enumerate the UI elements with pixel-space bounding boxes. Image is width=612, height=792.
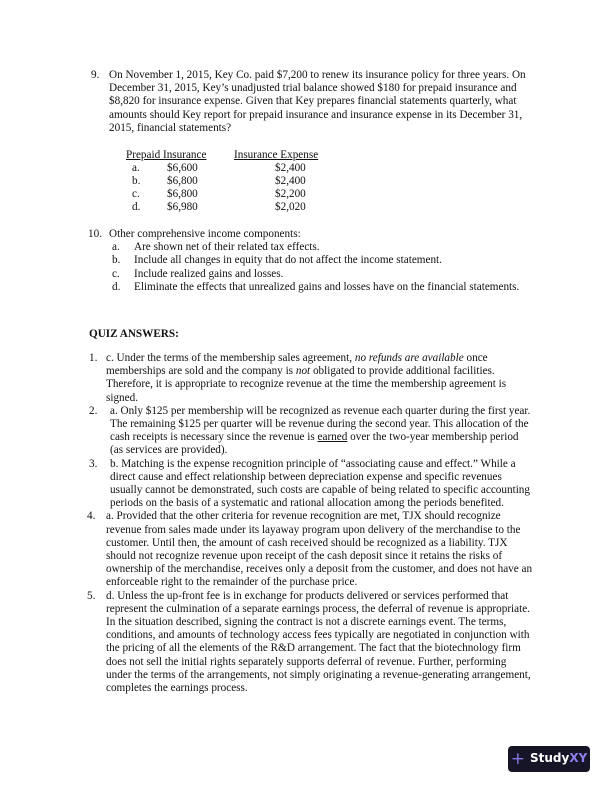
text-segment: a. Provided that the other criteria for revenue recognition are met, TJX should recognize revenue from sales made under its layaway program upon delivery of the merchandise to the customer. Until then, the amount of cash received should be recognized as a liability. TJX should not recognize revenue upon receipt of the cash deposit since it retains the risks of ownership of the merchandise, receives only a deposit from the customer, and does not have an enforceable right to the remainder of the purchase price. <box>106 510 533 589</box>
prepaid-value: $6,980 <box>167 201 198 213</box>
prepaid-value: $6,800 <box>167 188 198 200</box>
quiz-answers-heading: QUIZ ANSWERS: <box>89 328 179 340</box>
option-letter: b. <box>112 254 121 267</box>
answer-item <box>89 510 533 589</box>
answer-text <box>106 510 533 589</box>
choice-letter: c. <box>132 188 140 200</box>
column-header-insurance-expense: Insurance Expense <box>234 149 319 161</box>
answer-number: 1. <box>89 352 98 364</box>
expense-value: $2,020 <box>275 201 306 213</box>
quiz-answers-list <box>89 352 533 695</box>
question-text: Other comprehensive income components: <box>109 228 301 240</box>
option-letter: d. <box>112 280 121 293</box>
text-segment: once memberships are sold and the company is <box>106 352 488 378</box>
option-b <box>112 254 531 267</box>
prepaid-value: $6,800 <box>167 175 198 187</box>
italic-text: no refunds are available <box>354 352 464 364</box>
table-row <box>126 188 326 201</box>
option-text: Eliminate the effects that unrealized gains and losses have on the financial statements. <box>134 280 520 293</box>
expense-value: $2,400 <box>275 175 306 187</box>
options-list <box>112 241 531 294</box>
answer-item <box>89 458 533 511</box>
text-segment: b. Matching is the expense recognition principle of “associating cause and effect.” While a direct cause and effect relationship between depreciation expense and specific revenues usually cannot be demonstrated, such costs are capable of being related to specific accounting periods on the basis of a systematic and rational allocation among the periods benefited. <box>110 457 530 510</box>
column-header-prepaid-insurance: Prepaid Insurance <box>126 149 207 161</box>
brand-main: Study <box>529 751 570 766</box>
answer-number: 2. <box>89 404 98 417</box>
table-row <box>126 175 326 188</box>
prepaid-value: $6,600 <box>167 162 198 174</box>
option-d <box>112 281 531 294</box>
choice-letter: b. <box>132 175 141 187</box>
answer-item <box>89 590 533 696</box>
option-letter: c. <box>112 267 120 280</box>
table-row <box>126 162 326 175</box>
answer-text <box>110 458 533 511</box>
studyxy-watermark-badge[interactable] <box>508 746 590 772</box>
option-letter: a. <box>112 241 120 254</box>
answer-text <box>106 590 533 696</box>
question-text: On November 1, 2015, Key Co. paid $7,200 to renew its insurance policy for three years. On December 31, 2015, Key’s unadjusted trial balance showed $180 for prepaid insurance and $8,820 for insurance expense. Given that Key prepares financial statements quarterly, what amounts should Key report for prepaid insurance and insurance expense in its December 31, 2015, financial statements? <box>109 69 526 134</box>
plus-icon: + <box>510 748 525 769</box>
answer-item <box>89 352 533 405</box>
expense-value: $2,400 <box>275 162 306 174</box>
brand-accent: XY <box>569 751 588 766</box>
italic-text: not <box>295 365 311 378</box>
option-a <box>112 241 531 254</box>
choice-letter: a. <box>132 162 140 174</box>
table-row <box>126 201 326 214</box>
choice-letter: d. <box>132 201 141 213</box>
option-text: Are shown net of their related tax effects. <box>134 241 320 254</box>
option-text: Include realized gains and losses. <box>134 267 284 280</box>
answer-item <box>89 405 533 458</box>
option-c <box>112 268 531 281</box>
text-segment: obligated to provide additional facilities. Therefore, it is appropriate to recognize revenue at the time the membership agreement is signed. <box>106 365 507 404</box>
answer-text <box>110 405 533 458</box>
question-9 <box>91 69 531 135</box>
answer-number: 5. <box>87 589 96 602</box>
expense-value: $2,200 <box>275 188 306 200</box>
answer-number: 3. <box>89 457 98 470</box>
text-segment: d. Unless the up-front fee is in exchange for products delivered or services performed that represent the culmination of a separate earnings process, the deferral of revenue is appropriate. In the situation described, signing the contract is not a discrete earnings event. The terms, conditions, and amounts of technology access fees typically are negotiated in conjunction with the pricing of all the elements of the R&D arrangement. The fact that the biotechnology firm does not sell the initial rights separately supports deferral of revenue. Further, performing under the terms of the arrangements, not simply originating a revenue-generating arrangement, completes the earnings process. <box>106 589 531 695</box>
question-number: 9. <box>91 69 100 81</box>
option-text: Include all changes in equity that do not affect the income statement. <box>134 254 442 267</box>
text-segment: a. Only $125 per membership will be recognized as revenue each quarter during the first year. The remaining $125 per quarter will be revenue during the second year. This allocation of the cash receipts is necessary since the revenue is <box>110 404 531 444</box>
question-10 <box>88 228 531 294</box>
answer-number: 4. <box>87 510 96 523</box>
underline-text: earned <box>317 431 348 444</box>
text-segment: c. Under the terms of the membership sales agreement, <box>106 352 355 364</box>
answer-text <box>106 352 533 405</box>
text-segment: over the two-year membership period (as services are provided). <box>110 431 519 457</box>
question-number: 10. <box>88 228 102 240</box>
